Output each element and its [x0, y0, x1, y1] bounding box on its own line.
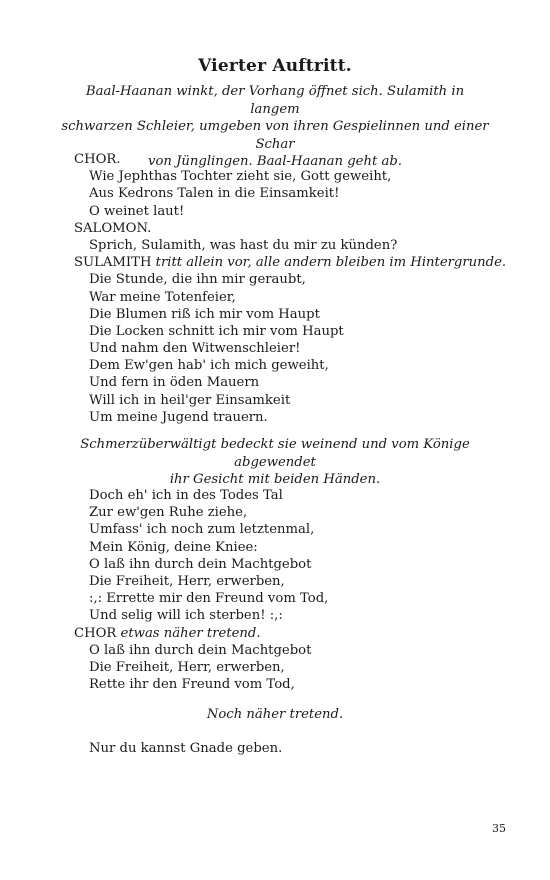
speaker-name: CHOR. — [74, 152, 121, 167]
verse-line: Die Locken schnitt ich mir vom Haupt — [89, 323, 344, 339]
verse-line: Doch eh' ich in des Todes Tal — [89, 488, 283, 503]
verse-line: Sprich, Sulamith, was hast du mir zu künden? — [89, 237, 398, 253]
verse-line: War meine Totenfeier, — [89, 289, 236, 305]
verse-line: Aus Kedrons Talen in die Einsamkeit! — [89, 186, 340, 202]
speaker-with-direction — [74, 625, 514, 642]
final-verse-block — [74, 740, 514, 757]
speaker-direction: tritt allein vor, alle andern bleiben im Hintergrunde. — [155, 255, 507, 271]
stage-direction-line: von Jünglingen. Baal-Haanan geht ab. — [148, 154, 402, 169]
verse-line: Dem Ew'gen hab' ich mich geweiht, — [89, 358, 329, 374]
stage-direction-line: Schmerzüberwältigt bedeckt sie weinend und vom Könige abgewendet — [80, 437, 470, 470]
page-number: 35 — [492, 822, 506, 835]
stage-direction-middle — [60, 436, 490, 489]
speaker-direction: etwas näher tretend. — [120, 625, 261, 641]
stage-direction-near: Noch näher tretend. — [206, 707, 344, 722]
verse-line: Und selig will ich sterben! :,: — [89, 608, 283, 624]
verse-line: Die Blumen riß ich mir vom Haupt — [89, 306, 320, 322]
scene-heading: Vierter Auftritt. — [198, 56, 352, 76]
verse-line: Und nahm den Witwenschleier! — [89, 341, 301, 357]
verse-line: Nur du kannst Gnade geben. — [89, 741, 283, 756]
dialogue-block-1 — [74, 151, 514, 426]
verse-line: O weinet laut! — [89, 203, 185, 219]
verse-line: Mein König, deine Kniee: — [89, 539, 258, 555]
stage-direction-line: Baal-Haanan winkt, der Vorhang öffnet sich. Sulamith in langem — [85, 84, 465, 117]
verse-line: Die Freiheit, Herr, erwerben, — [89, 573, 285, 589]
dialogue-block-2 — [74, 487, 514, 693]
speaker-name: SULAMITH — [74, 255, 152, 271]
verse-line: Umfass' ich noch zum letztenmal, — [89, 522, 315, 538]
verse-line: :,: Errette mir den Freund vom Tod, — [89, 591, 329, 607]
verse-line: O laß ihn durch dein Machtgebot — [89, 556, 312, 572]
verse-line: O laß ihn durch dein Machtgebot — [89, 642, 312, 658]
verse-line: Die Stunde, die ihn mir geraubt, — [89, 272, 306, 288]
verse-line: Zur ew'gen Ruhe ziehe, — [89, 505, 248, 521]
speaker-name: CHOR — [74, 625, 117, 641]
verse-line: Die Freiheit, Herr, erwerben, — [89, 659, 285, 675]
stage-direction-line: ihr Gesicht mit beiden Händen. — [169, 472, 381, 487]
verse-line: Und fern in öden Mauern — [89, 375, 260, 391]
stage-direction-line: schwarzen Schleier, umgeben von ihren Gespielinnen und einer Schar — [61, 119, 489, 152]
verse-line: Rette ihr den Freund vom Tod, — [89, 677, 295, 693]
speaker-name: SALOMON. — [74, 220, 152, 236]
verse-line: Um meine Jugend trauern. — [89, 409, 268, 425]
speaker-with-direction — [74, 254, 514, 271]
verse-line: Wie Jephthas Tochter zieht sie, Gott geweiht, — [89, 169, 392, 185]
verse-line: Will ich in heil'ger Einsamkeit — [89, 392, 291, 408]
